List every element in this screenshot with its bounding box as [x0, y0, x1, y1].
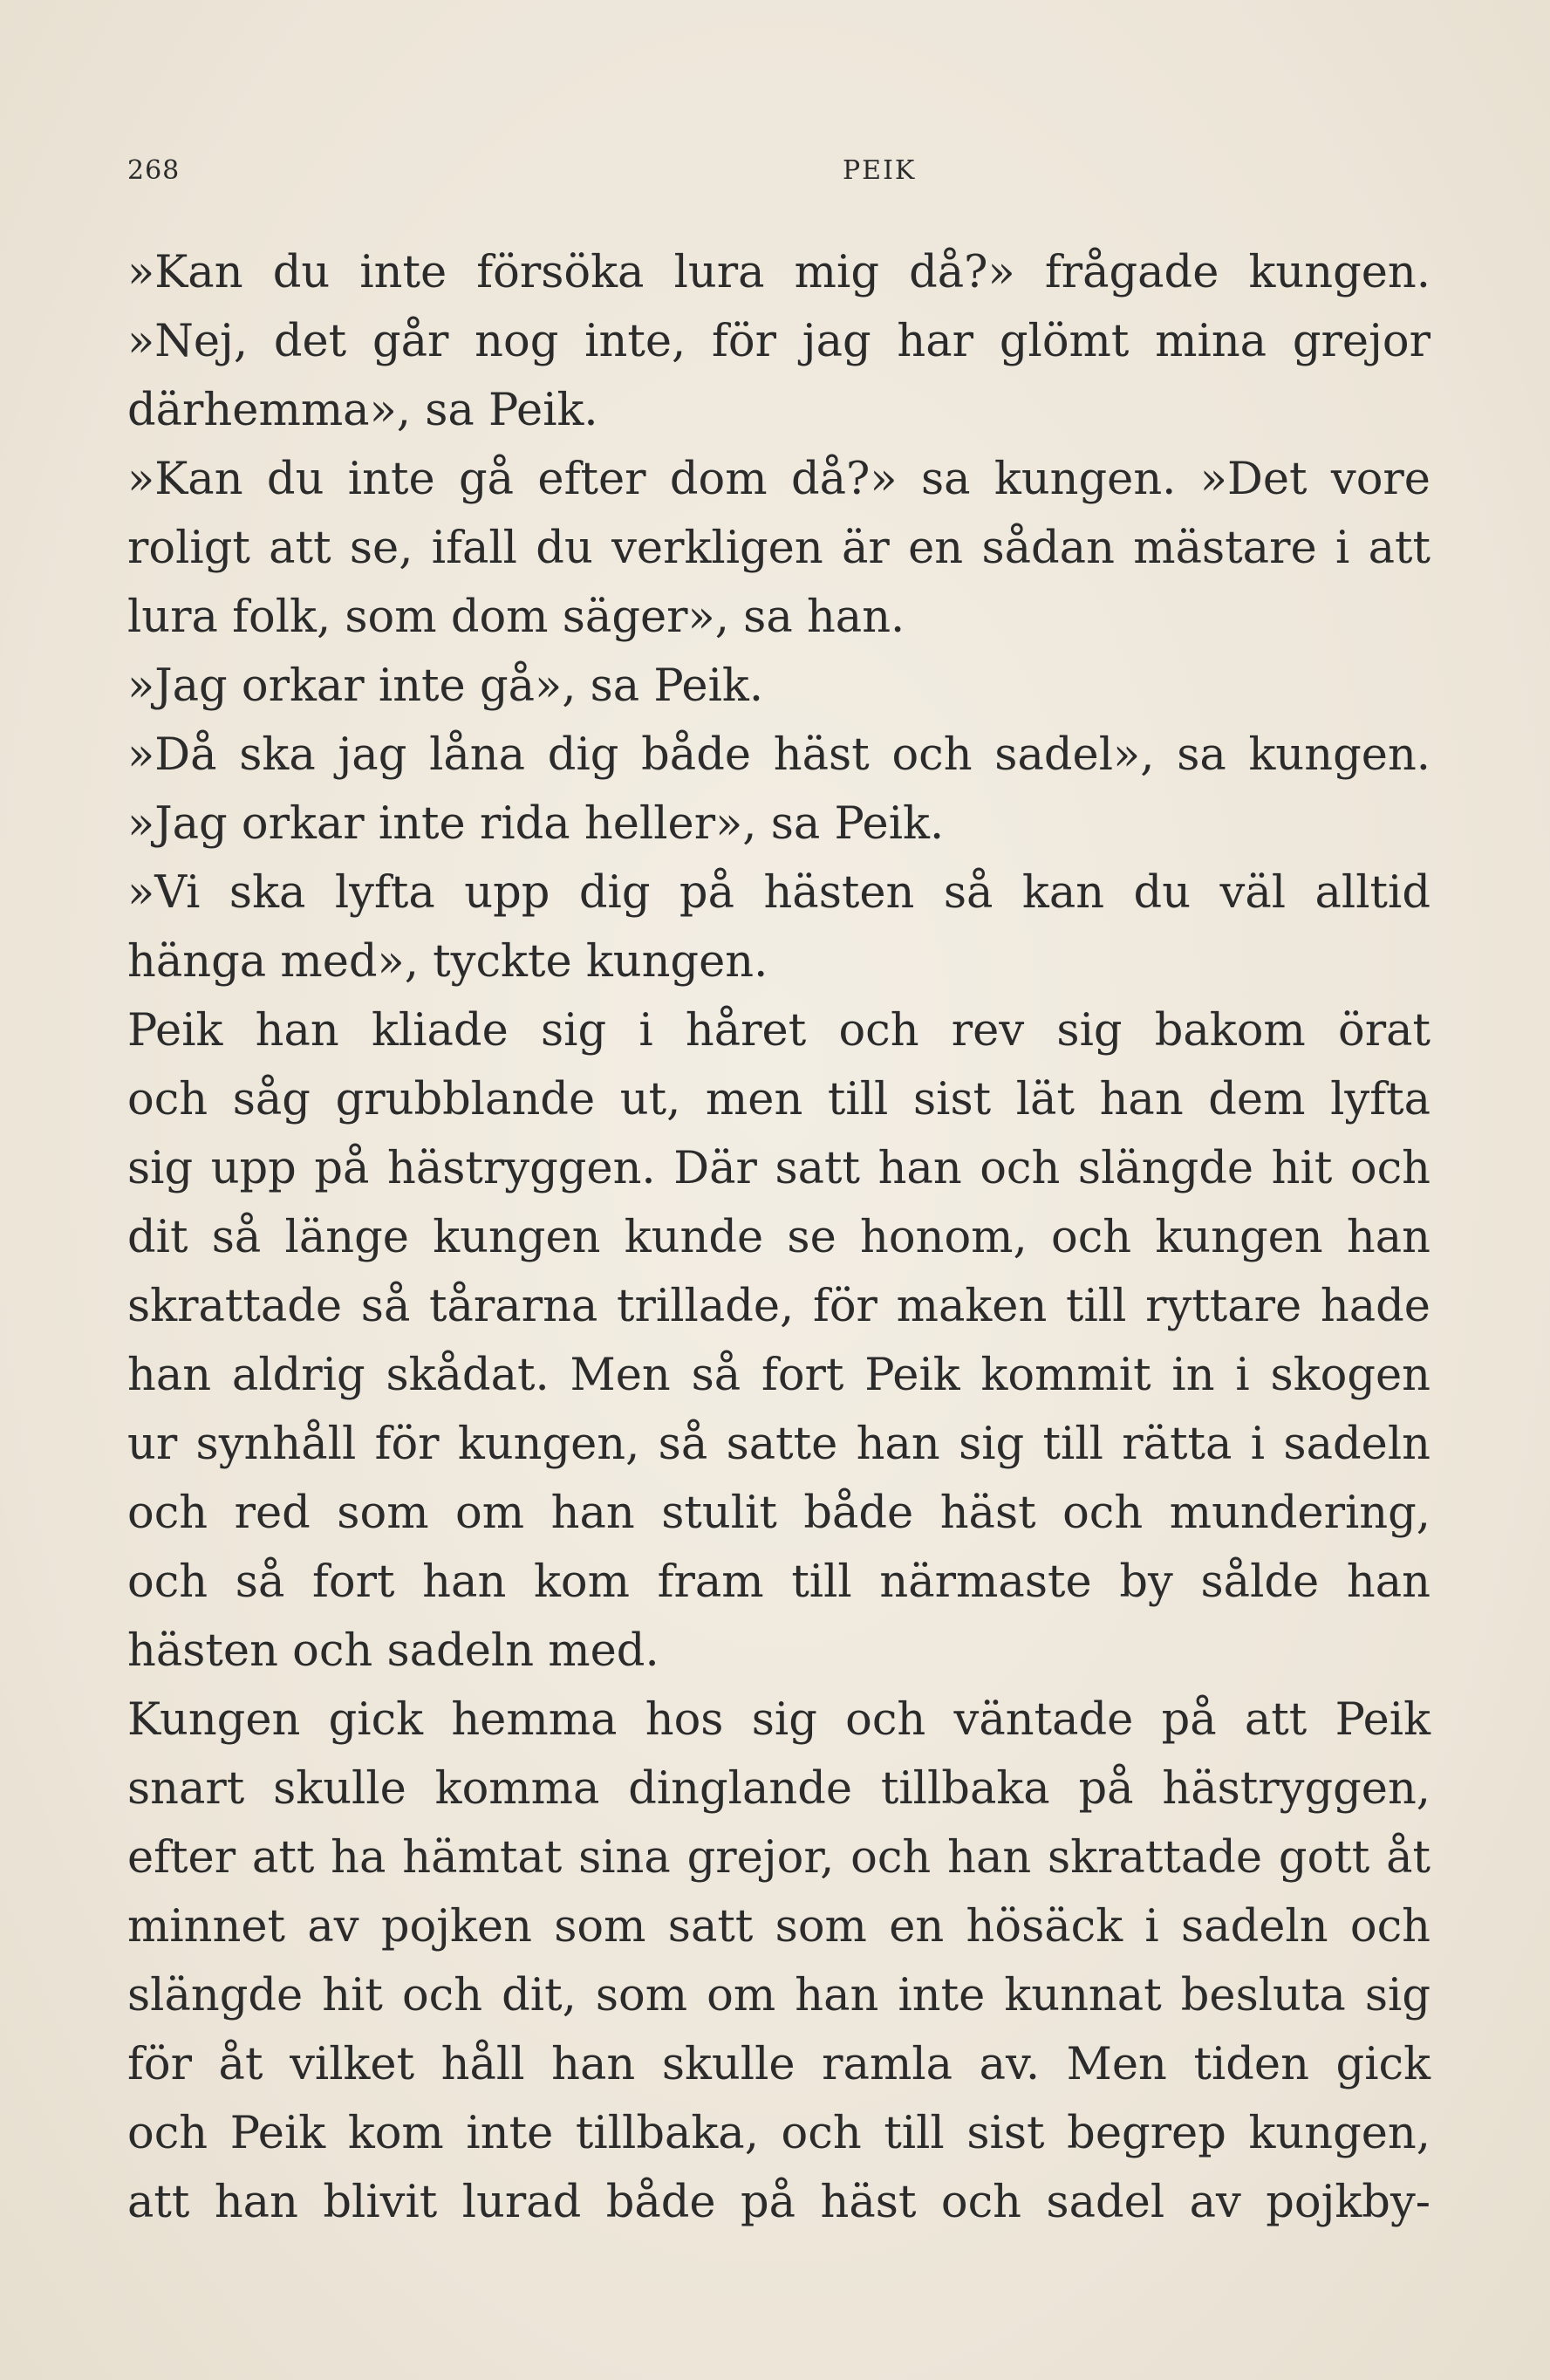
text-line: hästen och sadeln med.: [127, 1625, 659, 1677]
text-line: och så fort han kom fram till närmaste by sålde han: [127, 1556, 1431, 1608]
text-line: »Då ska jag låna dig både häst och sadel», sa kungen.: [127, 729, 1431, 781]
text-line: Kungen gick hemma hos sig och väntade på att Peik: [127, 1694, 1431, 1746]
text-line: därhemma», sa Peik.: [127, 385, 598, 436]
text-line: sig upp på hästryggen. Där satt han och slängde hit och: [127, 1143, 1431, 1194]
text-line: hänga med», tyckte kungen.: [127, 936, 768, 988]
text-line: Peik han kliade sig i håret och rev sig bakom örat: [127, 1005, 1431, 1057]
text-line: »Kan du inte gå efter dom då?» sa kungen. »Det vore: [127, 454, 1431, 505]
text-line: »Vi ska lyfta upp dig på hästen så kan du väl alltid: [127, 867, 1431, 919]
text-line: »Nej, det går nog inte, för jag har glömt mina grejor: [127, 316, 1431, 367]
text-line: för åt vilket håll han skulle ramla av. Men tiden gick: [127, 2039, 1431, 2090]
text-line: dit så länge kungen kunde se honom, och kungen han: [127, 1212, 1431, 1263]
text-line: och såg grubblande ut, men till sist lät han dem lyfta: [127, 1074, 1431, 1125]
text-line: och red som om han stulit både häst och mundering,: [127, 1488, 1431, 1539]
text-line: och Peik kom inte tillbaka, och till sist begrep kungen,: [127, 2108, 1431, 2159]
text-line: snart skulle komma dinglande tillbaka på hästryggen,: [127, 1763, 1431, 1815]
text-line: att han blivit lurad både på häst och sadel av pojkby-: [127, 2177, 1431, 2228]
page-number: 268: [127, 155, 181, 186]
text-line: efter att ha hämtat sina grejor, och han skrattade gott åt: [127, 1832, 1431, 1884]
body-text: [127, 238, 1431, 2237]
text-line: lura folk, som dom säger», sa han.: [127, 592, 905, 643]
text-line: »Jag orkar inte gå», sa Peik.: [127, 660, 764, 712]
text-line: minnet av pojken som satt som en hösäck i sadeln och: [127, 1901, 1431, 1953]
text-line: han aldrig skådat. Men så fort Peik kommit in i skogen: [127, 1350, 1431, 1401]
text-line: slängde hit och dit, som om han inte kunnat besluta sig: [127, 1970, 1431, 2021]
text-line: ur synhåll för kungen, så satte han sig till rätta i sadeln: [127, 1419, 1431, 1470]
running-head: PEIK: [843, 155, 917, 186]
text-line: »Kan du inte försöka lura mig då?» frågade kungen.: [127, 247, 1431, 298]
page-header: [127, 155, 1431, 197]
text-line: »Jag orkar inte rida heller», sa Peik.: [127, 798, 945, 850]
text-line: skrattade så tårarna trillade, för maken till ryttare hade: [127, 1281, 1431, 1332]
text-line: roligt att se, ifall du verkligen är en sådan mästare i att: [127, 523, 1431, 574]
